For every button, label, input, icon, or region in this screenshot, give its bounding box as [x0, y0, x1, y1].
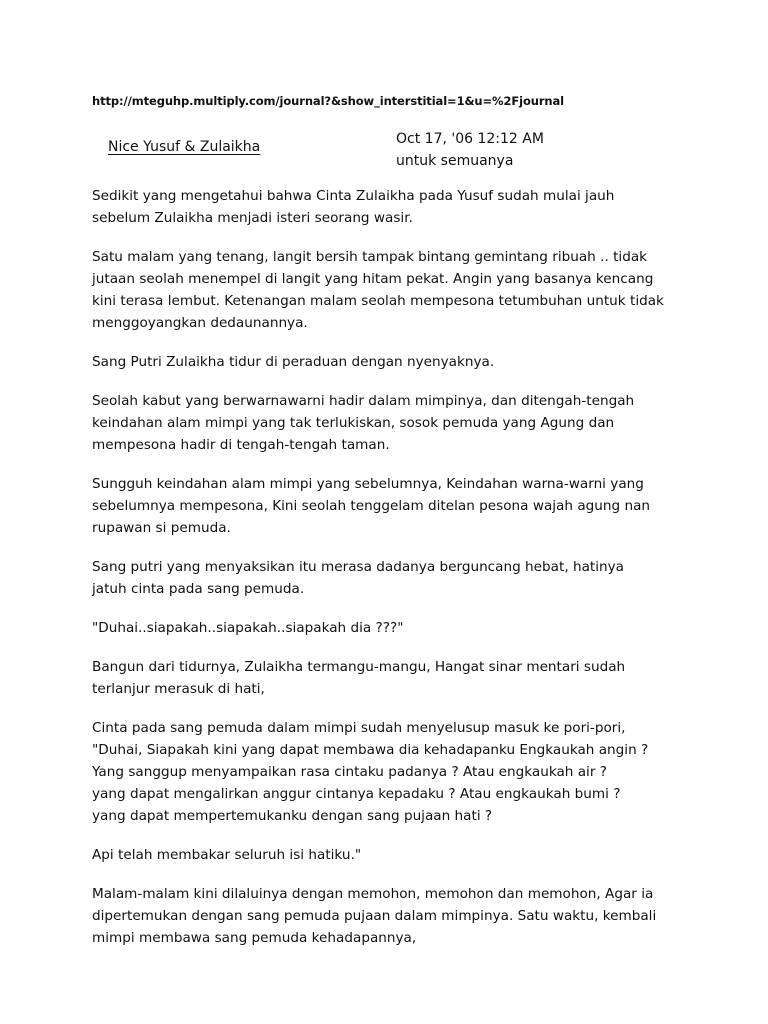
paragraph: [92, 246, 692, 334]
journal-meta: [396, 128, 544, 172]
paragraph-line: sebelumnya mempesona, Kini seolah tenggelam ditelan pesona wajah agung nan: [92, 498, 651, 514]
paragraph: [92, 844, 692, 866]
paragraph: [92, 473, 692, 539]
paragraph: [92, 717, 692, 827]
paragraph-line: Sedikit yang mengetahui bahwa Cinta Zulaikha pada Yusuf sudah mulai jauh: [92, 188, 615, 204]
post-date: Oct 17, '06 12:12 AM: [396, 131, 544, 147]
paragraph-line: Seolah kabut yang berwarnawarni hadir dalam mimpinya, dan ditengah-tengah: [92, 393, 635, 409]
source-url: http://mteguhp.multiply.com/journal?&show_interstitial=1&u=%2Fjournal: [92, 94, 565, 108]
paragraph-line: jatuh cinta pada sang pemuda.: [92, 581, 305, 597]
paragraph-line: sebelum Zulaikha menjadi isteri seorang wasir.: [92, 210, 413, 226]
post-audience: untuk semuanya: [396, 153, 514, 169]
paragraph-line: Satu malam yang tenang, langit bersih tampak bintang gemintang ribuah .. tidak: [92, 249, 648, 265]
paragraph-line: yang dapat mempertemukanku dengan sang pujaan hati ?: [92, 808, 493, 824]
paragraph-line: mimpi membawa sang pemuda kehadapannya,: [92, 930, 417, 946]
paragraph-line: Yang sanggup menyampaikan rasa cintaku padanya ? Atau engkaukah air ?: [92, 764, 607, 780]
paragraph-line: Sungguh keindahan alam mimpi yang sebelumnya, Keindahan warna-warni yang: [92, 476, 644, 492]
paragraph-line: terlanjur merasuk di hati,: [92, 681, 265, 697]
paragraph-line: "Duhai, Siapakah kini yang dapat membawa dia kehadapanku Engkaukah angin ?: [92, 742, 649, 758]
paragraph-line: jutaan seolah menempel di langit yang hitam pekat. Angin yang basanya kencang: [92, 271, 654, 287]
paragraph: [92, 351, 692, 373]
paragraph-line: dipertemukan dengan sang pemuda pujaan dalam mimpinya. Satu waktu, kembali: [92, 908, 657, 924]
paragraph: [92, 617, 692, 639]
paragraph-line: Bangun dari tidurnya, Zulaikha termangu-mangu, Hangat sinar mentari sudah: [92, 659, 626, 675]
article-body: [92, 185, 692, 966]
paragraph: [92, 390, 692, 456]
paragraph-line: menggoyangkan dedaunannya.: [92, 315, 308, 331]
paragraph: [92, 185, 692, 229]
paragraph-line: yang dapat mengalirkan anggur cintanya kepadaku ? Atau engkaukah bumi ?: [92, 786, 621, 802]
paragraph-line: "Duhai..siapakah..siapakah..siapakah dia ???": [92, 620, 404, 636]
paragraph-line: mempesona hadir di tengah-tengah taman.: [92, 437, 390, 453]
paragraph-line: kini terasa lembut. Ketenangan malam seolah mempesona tetumbuhan untuk tidak: [92, 293, 664, 309]
paragraph-line: Cinta pada sang pemuda dalam mimpi sudah menyelusup masuk ke pori-pori,: [92, 720, 626, 736]
paragraph-line: Api telah membakar seluruh isi hatiku.": [92, 847, 362, 863]
journal-title: Nice Yusuf & Zulaikha: [108, 139, 261, 155]
paragraph: [92, 656, 692, 700]
paragraph-line: Malam-malam kini dilaluinya dengan memohon, memohon dan memohon, Agar ia: [92, 886, 654, 902]
paragraph-line: Sang putri yang menyaksikan itu merasa dadanya berguncang hebat, hatinya: [92, 559, 625, 575]
paragraph: [92, 556, 692, 600]
paragraph-line: Sang Putri Zulaikha tidur di peraduan dengan nyenyaknya.: [92, 354, 495, 370]
paragraph-line: rupawan si pemuda.: [92, 520, 231, 536]
paragraph-line: keindahan alam mimpi yang tak terlukiskan, sosok pemuda yang Agung dan: [92, 415, 615, 431]
paragraph: [92, 883, 692, 949]
